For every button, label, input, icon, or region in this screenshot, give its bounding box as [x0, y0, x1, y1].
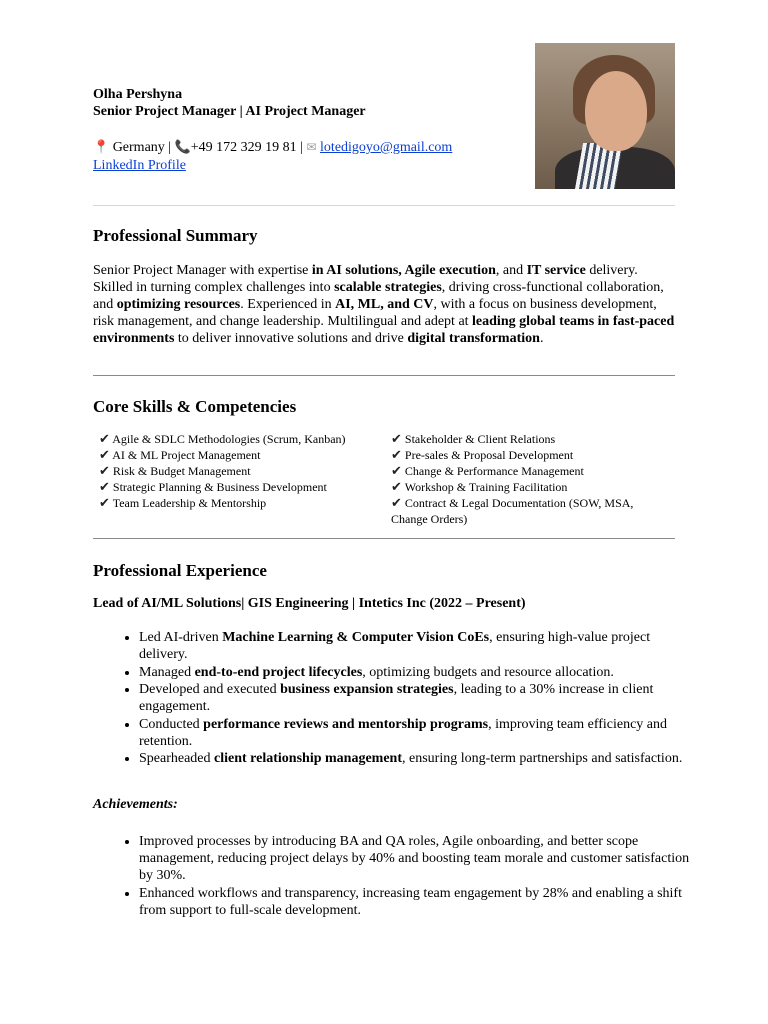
skill-item: ✔ Strategic Planning & Business Development — [99, 479, 327, 494]
achievements-heading: Achievements: — [93, 797, 178, 812]
list-item: • Developed and executed business expansion strategies, leading to a 30% increase in client engagement. — [139, 681, 694, 715]
profile-photo — [535, 43, 675, 189]
phone-icon: 📞 — [174, 139, 191, 154]
divider — [93, 375, 675, 376]
check-icon: ✔ — [99, 495, 110, 510]
check-icon: ✔ — [391, 463, 402, 478]
skill-item: ✔ Agile & SDLC Methodologies (Scrum, Kanban) — [99, 431, 346, 446]
skill-item: ✔ Stakeholder & Client Relations — [391, 431, 556, 446]
contact-info — [93, 138, 533, 174]
experience-heading: Professional Experience — [93, 561, 267, 580]
candidate-name: Olha Pershyna — [93, 87, 183, 102]
skill-item: ✔ Team Leadership & Mentorship — [99, 495, 267, 510]
location-pin-icon: 📍 — [93, 139, 110, 154]
linkedin-link[interactable]: LinkedIn Profile — [93, 157, 186, 173]
skills-list-right — [391, 431, 671, 527]
list-item: • Enhanced workflows and transparency, increasing team engagement by 28% and enabling a shift from support to full-scale development. — [139, 885, 694, 919]
check-icon: ✔ — [391, 479, 402, 494]
skill-item: ✔ Pre-sales & Proposal Development — [391, 447, 574, 462]
list-item: • Led AI-driven Machine Learning & Computer Vision CoEs, ensuring high-value project delivery. — [139, 629, 694, 663]
check-icon: ✔ — [99, 463, 110, 478]
check-icon: ✔ — [391, 495, 402, 510]
skills-heading: Core Skills & Competencies — [93, 397, 297, 416]
mail-icon: ✉ — [306, 140, 317, 154]
skills-list-left — [99, 431, 389, 511]
divider — [93, 538, 675, 539]
check-icon: ✔ — [391, 447, 402, 462]
resume-header — [93, 86, 513, 120]
responsibilities-list — [113, 629, 694, 768]
skill-item: ✔ Contract & Legal Documentation (SOW, MSA, Change Orders) — [391, 495, 634, 526]
job-title: Lead of AI/ML Solutions| GIS Engineering | Intetics Inc (2022 – Present) — [93, 596, 526, 611]
skill-item: ✔ Workshop & Training Facilitation — [391, 479, 568, 494]
check-icon: ✔ — [99, 447, 110, 462]
summary-text: Senior Project Manager with expertise in AI solutions, Agile execution, and IT service delivery. Skilled in turning complex challenges into scalable strategies, driving cross-functional collaboration, and optimizing resources. Experienced in AI, ML, and CV, with a focus on business development, risk management, and change leadership. Multilingual and adept at leading global teams in fast-paced environments to deliver innovative solutions and drive digital transformation. — [93, 263, 675, 346]
list-item: • Spearheaded client relationship management, ensuring long-term partnerships and satisfaction. — [139, 750, 694, 767]
list-item: • Conducted performance reviews and mentorship programs, improving team efficiency and retention. — [139, 716, 694, 750]
skill-item: ✔ Change & Performance Management — [391, 463, 584, 478]
phone-text: +49 172 329 19 81 | — [190, 140, 303, 155]
skill-item: ✔ Risk & Budget Management — [99, 463, 251, 478]
check-icon: ✔ — [99, 431, 110, 446]
location-text: Germany | — [112, 140, 172, 155]
skill-item: ✔ AI & ML Project Management — [99, 447, 261, 462]
check-icon: ✔ — [391, 431, 402, 446]
summary-heading: Professional Summary — [93, 226, 258, 245]
email-link[interactable]: lotedigoyo@gmail.com — [320, 140, 453, 155]
check-icon: ✔ — [99, 479, 110, 494]
achievements-list — [113, 833, 694, 919]
candidate-title: Senior Project Manager | AI Project Manager — [93, 104, 366, 119]
list-item: • Improved processes by introducing BA and QA roles, Agile onboarding, and better scope management, reducing project delays by 40% and boosting team morale and customer satisfaction by 30%. — [139, 833, 694, 884]
list-item: • Managed end-to-end project lifecycles, optimizing budgets and resource allocation. — [139, 664, 694, 681]
divider — [93, 205, 675, 206]
